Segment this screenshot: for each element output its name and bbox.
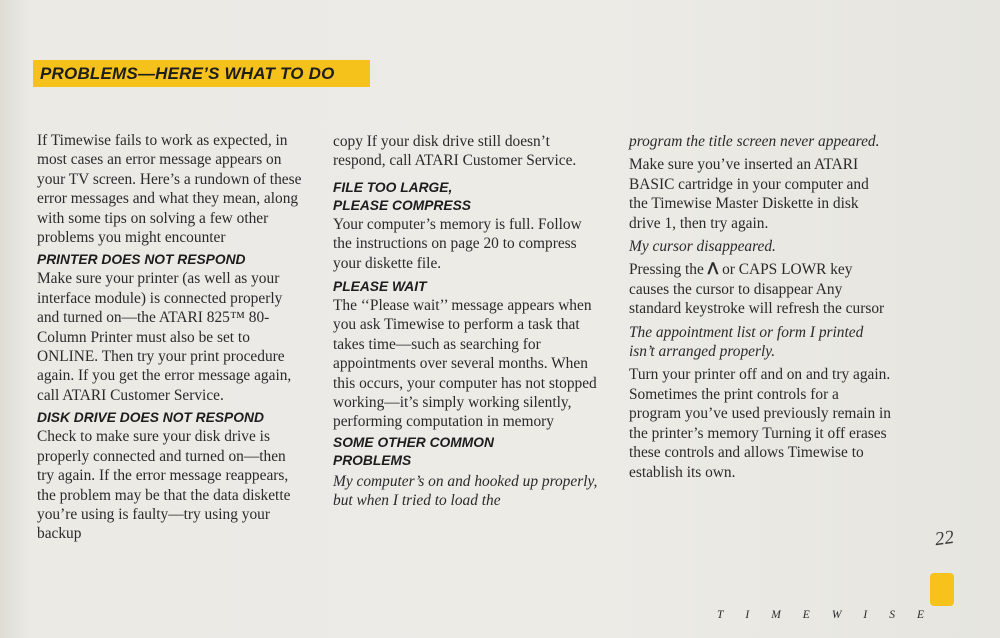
heading-please-wait: PLEASE WAIT: [333, 279, 427, 295]
intro-paragraph: If Timewise fails to work as expected, in most cases an error message appears on your TV screen. Here’s a rundown of these error messages and what they mean, along with some tips on solving a few other problems you might encounter: [37, 132, 302, 247]
heading-disk-drive: DISK DRIVE DOES NOT RESPOND: [37, 410, 264, 426]
answer-printed-list: Turn your printer off and on and try again. Sometimes the print controls for a program you’ve used previously remain in the printer’s memory Turning it off erases these controls and allows Timewise to establish its own.: [629, 366, 892, 481]
column-3: [629, 132, 891, 482]
column-1: [37, 131, 302, 544]
disk-drive-paragraph: Check to make sure your disk drive is properly connected and turned on—then try again. If the error message reappears, the problem may be that the data diskette you’re using is faulty—try using your backup: [37, 428, 291, 543]
section-banner: [33, 60, 370, 87]
heading-other-problems-line2: PROBLEMS: [333, 452, 412, 468]
question-printed-list: The appointment list or form I printed isn’t arranged properly.: [629, 323, 864, 361]
question-cursor: My cursor disappeared.: [629, 238, 776, 256]
heading-printer: PRINTER DOES NOT RESPOND: [37, 252, 246, 268]
page-tab-marker: [930, 573, 954, 606]
question-title-screen: My computer’s on and hooked up properly, but when I tried to load the: [333, 472, 598, 510]
file-too-large-paragraph: Your computer’s memory is full. Follow the instructions on page 20 to compress your diskette file.: [333, 215, 582, 272]
disk-drive-paragraph-cont: copy If your disk drive still doesn’t respond, call ATARI Customer Service.: [333, 133, 577, 170]
page-number: 22: [933, 526, 956, 551]
answer-cursor: [629, 260, 891, 318]
column-2: [333, 132, 598, 511]
answer-title-screen: Make sure you’ve inserted an ATARI BASIC cartridge in your computer and the Timewise Master Diskette in disk drive 1, then try again.: [629, 156, 869, 232]
answer-cursor-pre: Pressing the: [629, 261, 704, 279]
printer-paragraph: Make sure your printer (as well as your interface module) is connected properly and turned on—the ATARI 825™ 80-Column Printer must also be set to ONLINE. Then try your print procedure again. If you get the error message again, call ATARI Customer Service.: [37, 270, 292, 404]
section-title: PROBLEMS—HERE’S WHAT TO DO: [40, 63, 335, 83]
atari-key-icon: ⴷ: [707, 261, 719, 279]
answer-cursor-post: or CAPS LOWR key causes the cursor to disappear Any standard keystroke will refresh the cursor: [629, 261, 885, 318]
heading-file-too-large-line1: FILE TOO LARGE,: [333, 179, 453, 195]
heading-file-too-large: [333, 179, 598, 215]
heading-other-problems: [333, 434, 598, 470]
heading-other-problems-line1: SOME OTHER COMMON: [333, 434, 494, 450]
question-title-screen-cont: program the title screen never appeared.: [629, 133, 880, 150]
footer-brand: TIMEWISE: [717, 609, 947, 621]
please-wait-paragraph: The ‘‘Please wait’’ message appears when you ask Timewise to perform a task that takes time—such as searching for appointments over several months. When this occurs, your computer has not stopped working—it’s simply working silently, performing computation in memory: [333, 297, 597, 431]
heading-file-too-large-line2: PLEASE COMPRESS: [333, 197, 471, 213]
